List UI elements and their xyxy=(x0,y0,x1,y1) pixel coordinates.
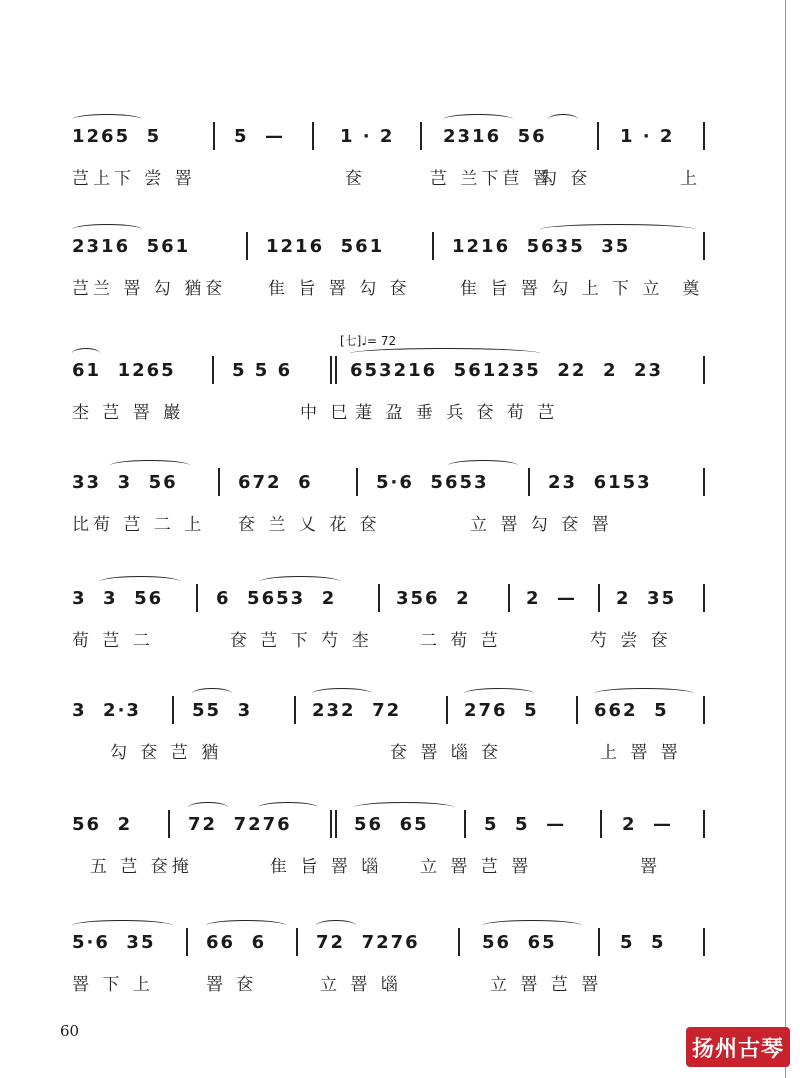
slur xyxy=(192,688,232,699)
tablature: 奁 芑 下 芍 杢 xyxy=(230,631,373,651)
tablature: 立 罯 匘 xyxy=(320,975,402,995)
measure: 5·6 5653 xyxy=(376,472,489,493)
slur xyxy=(110,460,190,471)
barline xyxy=(703,810,705,838)
measure: 72 7276 xyxy=(188,814,292,835)
measure: 56 65 xyxy=(482,932,557,953)
measure: 653216 561235 22 2 23 xyxy=(350,360,664,381)
slur xyxy=(260,576,340,587)
measure: 2 35 xyxy=(616,588,677,609)
measure: 1216 561 xyxy=(266,236,385,257)
slur xyxy=(464,688,534,699)
tablature: 隹 旨 罯 匘 xyxy=(270,857,383,877)
slur xyxy=(100,576,180,587)
measure: 72 7276 xyxy=(316,932,420,953)
measure: 33 3 56 xyxy=(72,472,178,493)
measure: 2 — xyxy=(622,814,674,835)
tablature: 隹 旨 罯 勾 上 下 立 奠 xyxy=(460,279,704,299)
tablature: 立 罯 芑 罯 xyxy=(420,857,533,877)
tablature: 奁 罯 匘 奁 xyxy=(390,743,503,763)
barline xyxy=(598,928,600,956)
slur xyxy=(72,920,172,931)
barline xyxy=(378,584,380,612)
barline xyxy=(600,810,602,838)
measure: 5 — xyxy=(234,126,286,147)
measure: 1 · 2 xyxy=(340,126,395,147)
slur xyxy=(540,224,695,235)
tablature: 中 巳 xyxy=(300,403,352,423)
slur xyxy=(188,802,228,813)
tablature: 罯 奁 xyxy=(206,975,258,995)
page-edge-line xyxy=(785,0,786,1078)
tablature: 芍 尝 奁 xyxy=(590,631,672,651)
slur xyxy=(258,802,318,813)
notation-line xyxy=(0,334,800,390)
slur xyxy=(448,460,518,471)
measure: 1 · 2 xyxy=(620,126,675,147)
slur xyxy=(316,920,356,931)
tablature: 二 荀 芑 xyxy=(420,631,502,651)
notation-line xyxy=(0,228,800,266)
barline xyxy=(703,468,705,496)
notation-line xyxy=(0,806,800,844)
measure: 56 2 xyxy=(72,814,133,835)
page-number: 60 xyxy=(60,1022,80,1040)
measure: 55 3 xyxy=(192,700,253,721)
barline xyxy=(420,122,422,150)
measure: 662 5 xyxy=(594,700,669,721)
tablature: 奁 xyxy=(345,169,366,189)
slur xyxy=(72,224,142,235)
barline xyxy=(458,928,460,956)
measure: 66 6 xyxy=(206,932,267,953)
barline xyxy=(168,810,170,838)
barline xyxy=(246,232,248,260)
tablature: 立 罯 勾 奁 罯 xyxy=(470,515,613,535)
tablature: 杢 芑 罯 巖 xyxy=(72,403,185,423)
notation-line xyxy=(0,118,800,156)
barline xyxy=(312,122,314,150)
measure: 23 6153 xyxy=(548,472,652,493)
measure: 5 5 xyxy=(620,932,666,953)
tablature: 上 罯 罯 xyxy=(600,743,682,763)
measure: 5 5 — xyxy=(484,814,567,835)
measure: 232 72 xyxy=(312,700,402,721)
barline xyxy=(172,696,174,724)
double-barline xyxy=(330,356,332,384)
slur xyxy=(594,688,694,699)
barline xyxy=(703,356,705,384)
barline xyxy=(356,468,358,496)
barline xyxy=(703,928,705,956)
measure: 56 65 xyxy=(354,814,429,835)
barline xyxy=(218,468,220,496)
measure: 1265 5 xyxy=(72,126,162,147)
tablature: 比荀 芑 二 上 xyxy=(72,515,206,535)
barline xyxy=(186,928,188,956)
barline xyxy=(508,584,510,612)
notation-line xyxy=(0,580,800,618)
tablature: 芑上下 尝 罯 xyxy=(72,169,196,189)
barline xyxy=(576,696,578,724)
slur xyxy=(482,920,582,931)
slur xyxy=(72,114,142,125)
tablature: 奁 兰 乂 花 奁 xyxy=(238,515,381,535)
double-barline xyxy=(330,810,332,838)
tablature: 罯 xyxy=(640,857,661,877)
barline xyxy=(296,928,298,956)
slur xyxy=(443,114,513,125)
tablature: 立 罯 芑 罯 xyxy=(490,975,603,995)
measure: 1216 5635 35 xyxy=(452,236,631,257)
tablature: 勾 奁 xyxy=(540,169,592,189)
measure: 2 — xyxy=(526,588,578,609)
notation-line xyxy=(0,692,800,730)
tablature: 上 xyxy=(680,169,701,189)
barline xyxy=(294,696,296,724)
slur xyxy=(72,348,100,359)
measure: 2316 56 xyxy=(443,126,547,147)
tablature: 罯 下 上 xyxy=(72,975,154,995)
notation-line xyxy=(0,924,800,962)
watermark-logo: 扬州古琴 xyxy=(686,1027,790,1067)
slur xyxy=(354,802,454,813)
measure: 3 2·3 xyxy=(72,700,141,721)
measure: 5·6 35 xyxy=(72,932,156,953)
slur xyxy=(206,920,286,931)
barline xyxy=(213,122,215,150)
measure: 5 5 6 xyxy=(232,360,293,381)
barline xyxy=(597,122,599,150)
measure: 3 3 56 xyxy=(72,588,164,609)
tablature: 芑 兰下苣 罯 xyxy=(430,169,554,189)
measure: 672 6 xyxy=(238,472,313,493)
barline xyxy=(703,696,705,724)
barline xyxy=(703,122,705,150)
barline xyxy=(212,356,214,384)
barline xyxy=(703,584,705,612)
tablature: 萐 盁 垂 兵 奁 荀 芑 xyxy=(355,403,559,423)
barline xyxy=(703,232,705,260)
slur xyxy=(548,114,578,125)
measure: 276 5 xyxy=(464,700,539,721)
tablature: 隹 旨 罯 勾 奁 xyxy=(268,279,411,299)
tablature: 五 芑 奁掩 xyxy=(90,857,193,877)
measure: 61 1265 xyxy=(72,360,176,381)
slur xyxy=(350,348,540,359)
barline xyxy=(446,696,448,724)
barline xyxy=(598,584,600,612)
barline xyxy=(432,232,434,260)
tablature: 芑兰 罯 勾 猶奁 xyxy=(72,279,227,299)
measure: 2316 561 xyxy=(72,236,191,257)
tablature: 勾 奁 芑 猶 xyxy=(110,743,223,763)
measure: 356 2 xyxy=(396,588,471,609)
notation-line xyxy=(0,464,800,502)
barline xyxy=(196,584,198,612)
tablature: 荀 芑 二 xyxy=(72,631,154,651)
barline xyxy=(528,468,530,496)
section-marker: [七]♩= 72 xyxy=(340,334,397,348)
measure: 6 5653 2 xyxy=(216,588,337,609)
slur xyxy=(312,688,372,699)
barline xyxy=(464,810,466,838)
